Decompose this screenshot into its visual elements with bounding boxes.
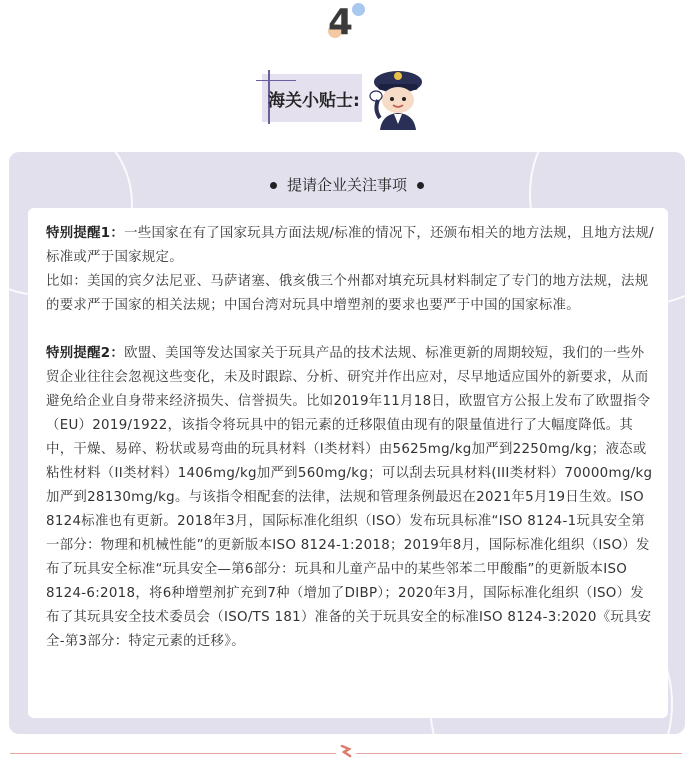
section-number-badge [322, 0, 372, 46]
reminder-2 [46, 342, 654, 654]
content-text [46, 222, 654, 654]
reminder-1-label: 特别提醒1： [46, 226, 125, 241]
panel-heading-text: 提请企业关注事项 [286, 176, 407, 194]
reminder-1 [46, 222, 654, 270]
divider-right [356, 753, 682, 754]
reminder-1-text: 一些国家在有了国家玩具方面法规/标准的情况下，还颁布相关的地方法规，且地方法规/标准或严于国家规定。 [46, 226, 654, 265]
divider-left [10, 753, 336, 754]
panel-heading [9, 174, 685, 195]
customs-officer-mascot-icon [364, 66, 432, 132]
paragraph-spacer [46, 318, 654, 342]
reminder-2-label: 特别提醒2： [46, 346, 125, 361]
bullet-icon [270, 182, 277, 189]
reminder-2-text: 欧盟、美国等发达国家关于玩具产品的技术法规、标准更新的周期较短，我们的一些外贸企业往往会忽视这些变化，未及时跟踪、分析、研究并作出应对，尽早地适应国外的新要求，从而避免给企业自身带来经济损失、信誉损失。比如2019年11月18日，欧盟官方公报上发布了欧盟指令（EU）2019/1922，该指令将玩具中的铝元素的迁移限值由现有的限量值进行了大幅度降低。其中，干燥、易碎、粉状或易弯曲的玩具材料（I类材料）由5625mg/kg加严到2250mg/kg；液态或粘性材料（II类材料）1406mg/kg加严到560mg/kg；可以刮去玩具材料(III类材料）70000mg/kg加严到28130mg/kg。与该指令相配套的法律，法规和管理条例最迟在2021年5月19日生效。ISO 8124标准也有更新。2018年3月，国际标准化组织（ISO）发布玩具标准“ISO 8124-1玩具安全第一部分：物理和机械性能”的更新版本ISO 8124-1:2018；2019年8月，国际标准化组织（ISO）发布了玩具安全标准“玩具安全—第6部分：玩具和儿童产品中的某些邻苯二甲酸酯”的更新版本ISO 8124-6:2018，将6种增塑剂扩充到7种（增加了DIBP）；2020年3月，国际标准化组织（ISO）发布了其玩具安全技术委员会（ISO/TS 181）准备的关于玩具安全的标准ISO 8124-3:2020《玩具安全-第3部分：特定元素的迁移》。 [46, 346, 653, 649]
tips-title: 海关小贴士: [268, 91, 360, 111]
blue-dot-decoration [352, 3, 365, 16]
bullet-icon [417, 182, 424, 189]
content-card [28, 208, 668, 718]
reminder-1-example: 比如：美国的宾夕法尼亚、马萨诸塞、俄亥俄三个州都对填充玩具材料制定了专门的地方法规，法规的要求严于国家的相关法规；中国台湾对玩具中增塑剂的要求也要严于中国的国家标准。 [46, 274, 649, 313]
tips-accent-line-horizontal [256, 80, 296, 81]
divider-ornament-icon [340, 744, 352, 758]
notice-panel [9, 152, 685, 734]
section-number: 4 [328, 2, 354, 43]
